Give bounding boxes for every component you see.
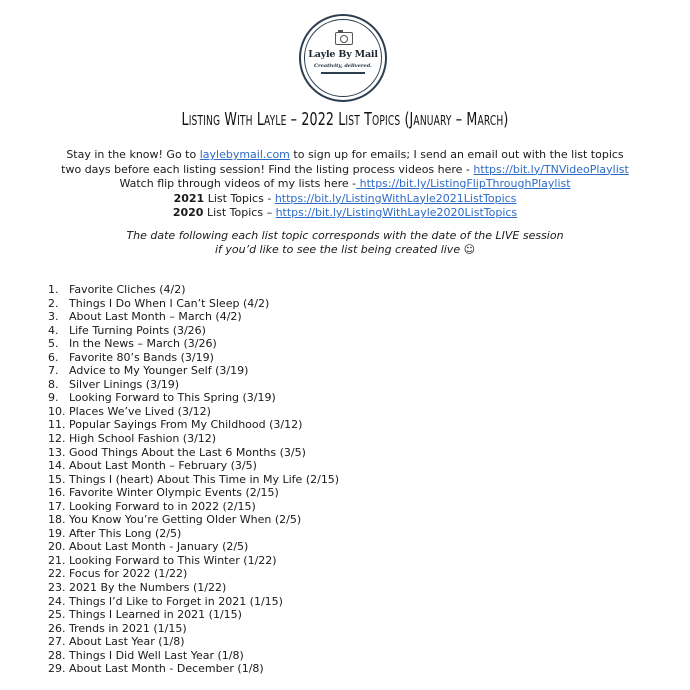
list-item-number: 1.	[48, 283, 59, 296]
list-item	[48, 486, 339, 500]
list-item-text: Things I (heart) About This Time in My Life (2/15)	[69, 472, 340, 486]
intro-text: to sign up for emails; I send an email out with the list topics	[289, 148, 624, 161]
date-note	[20, 229, 670, 257]
list-item-text: Things I’d Like to Forget in 2021 (1/15)	[69, 594, 283, 608]
list-item-text: About Last Year (1/8)	[69, 635, 185, 649]
intro-paragraph	[20, 148, 670, 221]
list-item-text: Favorite Winter Olympic Events (2/15)	[69, 486, 279, 500]
2021-topics-link[interactable]: https://bit.ly/ListingWithLayle2021ListTopics	[274, 191, 517, 205]
list-item-number: 18.	[48, 513, 66, 527]
list-item-number: 23.	[48, 581, 66, 595]
page-title: Listing With Layle – 2022 List Topics (January – March)	[181, 109, 509, 130]
list-item-text: 2021 By the Numbers (1/22)	[69, 581, 227, 595]
list-item-text: Silver Linings (3/19)	[69, 377, 180, 391]
intro-text: List Topics –	[203, 206, 276, 219]
list-item-number: 3.	[48, 310, 59, 324]
list-item-text: About Last Month – March (4/2)	[69, 310, 242, 324]
logo-divider	[321, 72, 365, 74]
list-item	[48, 540, 339, 554]
list-item-number: 26.	[48, 621, 66, 635]
list-item	[48, 473, 339, 487]
list-item-text: Things I Learned in 2021 (1/15)	[69, 608, 242, 622]
list-item	[48, 418, 339, 432]
list-item-text: Good Things About the Last 6 Months (3/5)	[69, 445, 306, 459]
list-item	[48, 527, 339, 541]
list-item	[48, 405, 339, 419]
list-item	[48, 554, 339, 568]
note-line-2: if you’d like to see the list being created live ☺	[214, 243, 476, 256]
list-item-number: 14.	[48, 459, 66, 473]
year-label: 2021	[173, 191, 205, 205]
list-item-number: 2.	[48, 296, 59, 310]
list-item-number: 5.	[48, 337, 59, 351]
list-item	[48, 622, 339, 636]
topic-list	[48, 283, 339, 676]
list-item	[48, 635, 339, 649]
list-item-number: 4.	[48, 323, 59, 337]
process-video-playlist-link[interactable]: https://bit.ly/TNVideoPlaylist	[473, 162, 629, 176]
intro-text: Stay in the know! Go to	[66, 148, 200, 161]
list-item	[48, 324, 339, 338]
list-item	[48, 337, 339, 351]
list-item	[48, 391, 339, 405]
laylebymail-link[interactable]: laylebymail.com	[199, 148, 290, 161]
list-item-text: Trends in 2021 (1/15)	[69, 621, 187, 635]
list-item	[48, 297, 339, 311]
list-item-text: About Last Month - December (1/8)	[69, 662, 264, 676]
list-item-text: You Know You’re Getting Older When (2/5)	[69, 513, 302, 527]
list-item-text: High School Fashion (3/12)	[69, 432, 217, 446]
list-item-number: 17.	[48, 499, 66, 513]
list-item-text: About Last Month - January (2/5)	[69, 540, 249, 554]
list-item	[48, 513, 339, 527]
intro-line-5	[20, 206, 670, 221]
intro-text: two days before each listing session! Find the listing process videos here -	[61, 162, 474, 176]
list-item-text: Looking Forward to This Winter (1/22)	[69, 553, 277, 567]
logo-tagline: Creativity, delivered.	[314, 63, 372, 69]
list-item-text: Looking Forward to This Spring (3/19)	[69, 391, 276, 405]
note-line-1: The date following each list topic corresponds with the date of the LIVE session	[126, 229, 564, 242]
list-item-text: Life Turning Points (3/26)	[69, 323, 206, 337]
intro-line-1	[20, 148, 670, 163]
list-item-text: Focus for 2022 (1/22)	[69, 567, 188, 581]
list-item-number: 8.	[48, 377, 59, 391]
list-item-text: In the News – March (3/26)	[69, 337, 217, 351]
list-item	[48, 581, 339, 595]
list-item-number: 24.	[48, 594, 66, 608]
list-item	[48, 283, 339, 297]
list-item-number: 10.	[48, 404, 66, 418]
list-item-number: 19.	[48, 526, 66, 540]
list-item-number: 20.	[48, 540, 66, 554]
intro-text: List Topics -	[204, 191, 275, 205]
intro-line-3	[20, 177, 670, 192]
list-item-number: 9.	[48, 391, 59, 405]
list-item-text: Favorite 80’s Bands (3/19)	[69, 350, 214, 364]
list-item-number: 11.	[48, 418, 66, 432]
list-item-text: Things I Did Well Last Year (1/8)	[69, 648, 244, 662]
logo-title: Layle By Mail	[308, 49, 378, 60]
year-label: 2020	[172, 206, 204, 219]
logo-badge	[299, 14, 387, 102]
camera-icon	[335, 32, 353, 45]
intro-line-2	[20, 163, 670, 178]
list-item	[48, 649, 339, 663]
list-item	[48, 364, 339, 378]
list-item-text: Popular Sayings From My Childhood (3/12)	[69, 418, 303, 432]
list-item-number: 6.	[48, 350, 59, 364]
list-item-text: After This Long (2/5)	[69, 526, 182, 540]
list-item-number: 15.	[48, 472, 66, 486]
list-item-text: Advice to My Younger Self (3/19)	[69, 364, 249, 378]
list-item-number: 27.	[48, 635, 66, 649]
list-item	[48, 446, 339, 460]
list-item	[48, 378, 339, 392]
list-item-number: 16.	[48, 486, 66, 500]
list-item	[48, 567, 339, 581]
flip-through-playlist-link[interactable]: https://bit.ly/ListingFlipThroughPlaylist	[356, 177, 571, 190]
list-item-number: 7.	[48, 364, 59, 378]
list-item-number: 25.	[48, 608, 66, 622]
list-item-number: 22.	[48, 567, 66, 581]
list-item-text: About Last Month – February (3/5)	[69, 459, 257, 473]
list-item-number: 28.	[48, 648, 66, 662]
list-item	[48, 608, 339, 622]
list-item-number: 21.	[48, 553, 66, 567]
list-item-text: Looking Forward to in 2022 (2/15)	[69, 499, 256, 513]
list-item-text: Places We’ve Lived (3/12)	[69, 404, 211, 418]
list-item-number: 29.	[48, 662, 66, 676]
list-item-text: Things I Do When I Can’t Sleep (4/2)	[69, 296, 270, 310]
list-item	[48, 459, 339, 473]
intro-text: Watch flip through videos of my lists here -	[119, 177, 357, 190]
list-item	[48, 500, 339, 514]
list-item	[48, 432, 339, 446]
2020-topics-link[interactable]: https://bit.ly/ListingWithLayle2020ListTopics	[275, 206, 518, 219]
list-item	[48, 595, 339, 609]
list-item	[48, 310, 339, 324]
list-item-text: Favorite Cliches (4/2)	[69, 283, 186, 296]
list-item-number: 12.	[48, 432, 66, 446]
intro-line-4	[20, 192, 670, 207]
list-item	[48, 351, 339, 365]
list-item	[48, 662, 339, 676]
list-item-number: 13.	[48, 445, 66, 459]
